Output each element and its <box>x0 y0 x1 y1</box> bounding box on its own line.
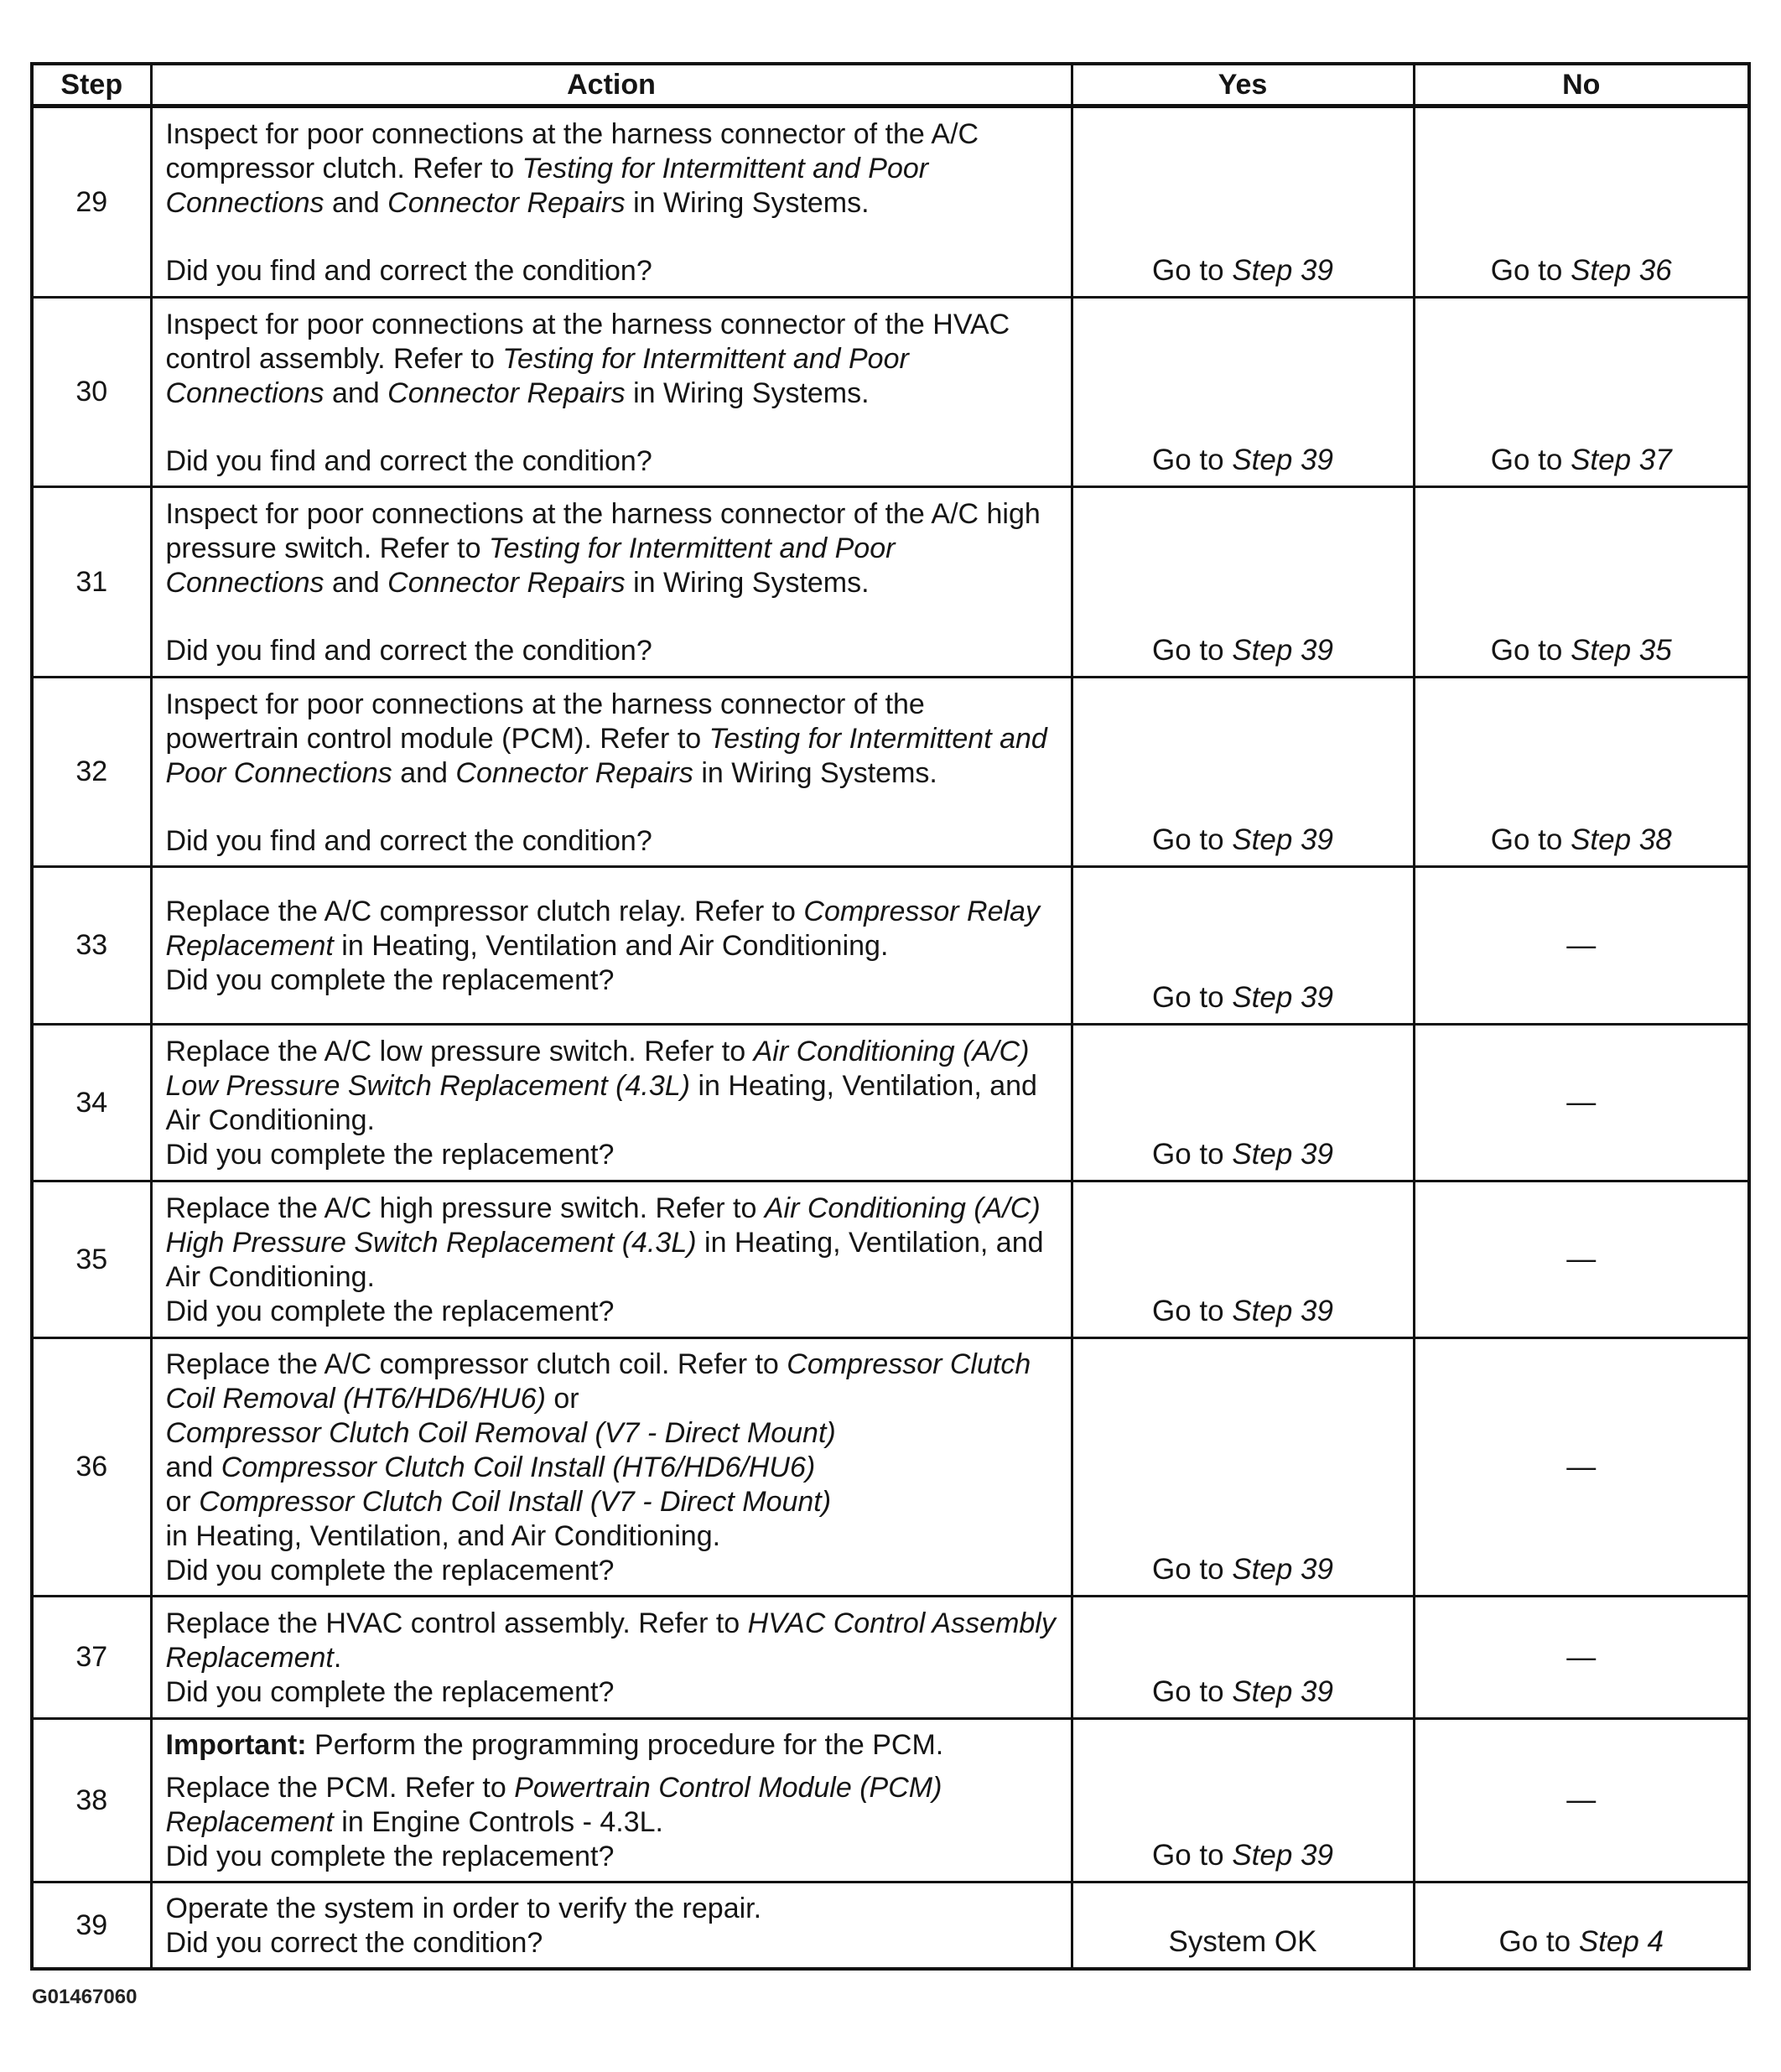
important-label: Important: <box>165 1729 307 1761</box>
table-row <box>32 1597 1749 1719</box>
step-number: 32 <box>32 678 151 867</box>
goto-prefix: Go to <box>1152 634 1233 667</box>
action-paragraph <box>166 1035 1059 1138</box>
yes-result <box>1072 1338 1414 1597</box>
yes-result <box>1072 487 1414 678</box>
action-question: Did you find and correct the condition? <box>165 635 652 667</box>
yes-result <box>1072 1719 1414 1882</box>
action-text <box>166 117 1059 288</box>
action-cell <box>151 1338 1072 1597</box>
action-paragraph <box>166 497 1059 600</box>
no-action-dash: — <box>1566 928 1597 962</box>
reference-link-text: Compressor Clutch Coil Install (HT6/HD6/HU6) <box>221 1451 816 1483</box>
goto-prefix: Go to <box>1498 1925 1579 1958</box>
header-no: No <box>1414 64 1749 106</box>
action-paragraph <box>166 1892 1059 1926</box>
action-text-segment: in Heating, Ventilation and Air Conditioning. <box>333 930 889 962</box>
action-paragraph <box>166 688 1059 791</box>
action-text-segment: Replace the A/C high pressure switch. Refer to <box>165 1192 765 1224</box>
goto-step-target: Step 35 <box>1571 634 1672 667</box>
step-number: 33 <box>32 867 151 1025</box>
goto-prefix: Go to <box>1152 254 1233 287</box>
table-row <box>32 1025 1749 1181</box>
goto-step-target: Step 39 <box>1232 634 1333 667</box>
reference-link-text: Air Conditioning (A/C) High Pressure Switch Replacement (4.3L) <box>165 1192 1041 1259</box>
result-text: System OK <box>1168 1925 1317 1958</box>
action-cell <box>151 106 1072 298</box>
action-text-segment: in Heating, Ventilation, and Air Conditioning. <box>165 1227 1044 1293</box>
goto-prefix: Go to <box>1152 1295 1233 1327</box>
action-text <box>166 1892 1059 1960</box>
figure-id-label: G01467060 <box>32 1986 138 2008</box>
action-text <box>166 895 1059 998</box>
action-text <box>166 1607 1059 1710</box>
goto-prefix: Go to <box>1152 1839 1233 1872</box>
action-question: Did you find and correct the condition? <box>165 824 652 857</box>
no-result <box>1414 298 1749 487</box>
no-action-dash: — <box>1566 1784 1597 1816</box>
no-result <box>1414 1338 1749 1597</box>
goto-step-target: Step 39 <box>1232 1553 1333 1586</box>
step-number: 30 <box>32 298 151 487</box>
step-number: 35 <box>32 1181 151 1338</box>
yes-result <box>1072 867 1414 1025</box>
no-result <box>1414 678 1749 867</box>
header-yes: Yes <box>1072 64 1414 106</box>
action-text <box>166 1728 1059 1874</box>
action-text-segment: and <box>324 187 388 219</box>
table-body <box>32 106 1749 1970</box>
table-header-row <box>32 64 1749 106</box>
no-action-dash: — <box>1566 1086 1597 1119</box>
table-row <box>32 1181 1749 1338</box>
action-text-segment: Inspect for poor connections at the harness connector of the HVAC control assembly. Refer to <box>165 308 1010 375</box>
action-paragraph <box>166 895 1059 963</box>
action-text-segment: and <box>324 567 388 599</box>
no-action-dash: — <box>1566 1450 1597 1483</box>
reference-link-text: Testing for Intermittent and Poor Connections <box>165 722 1047 789</box>
yes-result <box>1072 1882 1414 1970</box>
table-row <box>32 1719 1749 1882</box>
reference-link-text: Connector Repairs <box>455 756 693 789</box>
table-row <box>32 298 1749 487</box>
action-cell <box>151 1181 1072 1338</box>
step-number: 36 <box>32 1338 151 1597</box>
goto-prefix: Go to <box>1490 254 1571 287</box>
no-action-dash: — <box>1566 1640 1597 1674</box>
action-text-segment: in Heating, Ventilation, and Air Conditioning. <box>165 1070 1037 1136</box>
action-text-segment: Replace the A/C compressor clutch coil. Refer to <box>165 1348 787 1380</box>
goto-step-target: Step 36 <box>1571 254 1672 287</box>
goto-step-target: Step 39 <box>1232 1839 1333 1872</box>
action-text-segment: Operate the system in order to verify the repair. <box>165 1893 762 1924</box>
action-cell <box>151 487 1072 678</box>
action-question: Did you complete the replacement? <box>165 1296 615 1327</box>
no-result <box>1414 1025 1749 1181</box>
goto-step-target: Step 39 <box>1232 444 1333 476</box>
no-result <box>1414 1597 1749 1719</box>
yes-result <box>1072 1597 1414 1719</box>
action-text-segment: and <box>324 376 388 409</box>
action-text-segment: Replace the A/C compressor clutch relay. Refer to <box>165 896 804 927</box>
step-number: 38 <box>32 1719 151 1882</box>
action-text-segment: in Wiring Systems. <box>625 567 870 599</box>
reference-link-text: Testing for Intermittent and Poor Connections <box>165 342 909 409</box>
reference-link-text: Connector Repairs <box>387 187 626 219</box>
goto-prefix: Go to <box>1490 823 1571 856</box>
action-text-segment: Inspect for poor connections at the harness connector of the A/C compressor clutch. Refer to <box>165 118 979 184</box>
reference-link-text: Connector Repairs <box>387 567 626 599</box>
goto-prefix: Go to <box>1152 1553 1233 1586</box>
reference-link-text: Compressor Clutch Coil Removal (V7 - Direct Mount) <box>165 1417 836 1449</box>
action-text-segment: in Wiring Systems. <box>625 187 870 219</box>
action-paragraph <box>166 1728 1059 1763</box>
goto-prefix: Go to <box>1490 444 1571 476</box>
no-result <box>1414 1719 1749 1882</box>
action-text-segment: Replace the PCM. Refer to <box>165 1772 515 1804</box>
goto-step-target: Step 39 <box>1232 981 1333 1014</box>
action-text <box>166 688 1059 859</box>
action-question: Did you find and correct the condition? <box>165 255 652 287</box>
goto-step-target: Step 38 <box>1571 823 1672 856</box>
action-text-segment: Inspect for poor connections at the harness connector of the A/C high pressure switch. Refer to <box>165 498 1041 564</box>
goto-prefix: Go to <box>1152 823 1233 856</box>
action-text-segment: or <box>545 1383 579 1415</box>
goto-step-target: Step 39 <box>1232 1138 1333 1171</box>
action-question: Did you complete the replacement? <box>165 1555 615 1586</box>
step-number: 39 <box>32 1882 151 1970</box>
yes-result <box>1072 1181 1414 1338</box>
action-cell <box>151 1025 1072 1181</box>
action-text-segment: or <box>165 1486 200 1518</box>
step-number: 31 <box>32 487 151 678</box>
action-paragraph <box>166 308 1059 411</box>
header-step: Step <box>32 64 151 106</box>
no-result <box>1414 1181 1749 1338</box>
reference-link-text: Testing for Intermittent and Poor Connections <box>165 153 929 219</box>
action-question: Did you complete the replacement? <box>165 1676 615 1708</box>
goto-step-target: Step 37 <box>1571 444 1672 476</box>
table-row <box>32 867 1749 1025</box>
table-row <box>32 678 1749 867</box>
reference-link-text: Compressor Relay Replacement <box>165 896 1040 962</box>
reference-link-text: Testing for Intermittent and Poor Connections <box>165 532 896 599</box>
action-text-segment: in Wiring Systems. <box>625 376 870 409</box>
yes-result <box>1072 678 1414 867</box>
table-row <box>32 487 1749 678</box>
action-text-segment: in Engine Controls - 4.3L. <box>333 1806 663 1838</box>
header-action: Action <box>151 64 1072 106</box>
action-paragraph <box>166 117 1059 221</box>
goto-step-target: Step 39 <box>1232 254 1333 287</box>
no-result <box>1414 487 1749 678</box>
action-text <box>166 308 1059 479</box>
action-question: Did you complete the replacement? <box>165 1139 615 1171</box>
yes-result <box>1072 106 1414 298</box>
action-text <box>166 1348 1059 1588</box>
reference-link-text: Powertrain Control Module (PCM) Replacement <box>165 1772 942 1838</box>
step-number: 34 <box>32 1025 151 1181</box>
action-cell <box>151 1882 1072 1970</box>
action-text-segment: Perform the programming procedure for the PCM. <box>306 1729 944 1761</box>
goto-step-target: Step 4 <box>1578 1925 1664 1958</box>
action-question: Did you complete the replacement? <box>165 1841 615 1872</box>
action-paragraph <box>166 1607 1059 1675</box>
goto-prefix: Go to <box>1152 981 1233 1014</box>
action-cell <box>151 298 1072 487</box>
action-cell <box>151 1719 1072 1882</box>
goto-prefix: Go to <box>1490 634 1571 667</box>
goto-step-target: Step 39 <box>1232 1675 1333 1708</box>
goto-step-target: Step 39 <box>1232 1295 1333 1327</box>
action-question: Did you correct the condition? <box>165 1927 543 1959</box>
action-text-segment: and <box>165 1451 221 1483</box>
action-paragraph <box>166 1192 1059 1295</box>
step-number: 29 <box>32 106 151 298</box>
action-text <box>166 1035 1059 1172</box>
action-paragraph <box>166 1771 1059 1840</box>
action-text <box>166 1192 1059 1329</box>
action-cell <box>151 1597 1072 1719</box>
goto-step-target: Step 39 <box>1232 823 1333 856</box>
action-text <box>166 497 1059 668</box>
yes-result <box>1072 298 1414 487</box>
action-cell <box>151 678 1072 867</box>
reference-link-text: Connector Repairs <box>387 376 626 409</box>
reference-link-text: Compressor Clutch Coil Install (V7 - Direct Mount) <box>199 1486 832 1518</box>
no-result <box>1414 1882 1749 1970</box>
reference-link-text: HVAC Control Assembly Replacement <box>165 1607 1056 1674</box>
action-text-segment: Replace the A/C low pressure switch. Refer to <box>165 1036 754 1067</box>
table-row <box>32 106 1749 298</box>
yes-result <box>1072 1025 1414 1181</box>
goto-prefix: Go to <box>1152 1675 1233 1708</box>
reference-link-text: Compressor Clutch Coil Removal (HT6/HD6/HU6) <box>165 1348 1031 1415</box>
no-action-dash: — <box>1566 1243 1597 1275</box>
action-text-segment: in Heating, Ventilation, and Air Conditioning. <box>165 1520 721 1552</box>
goto-prefix: Go to <box>1152 1138 1233 1171</box>
action-text-segment: . <box>333 1642 342 1674</box>
goto-prefix: Go to <box>1152 444 1233 476</box>
diagnostic-table <box>30 62 1751 1971</box>
no-result <box>1414 867 1749 1025</box>
action-text-segment: in Wiring Systems. <box>693 756 937 789</box>
action-text-segment: Inspect for poor connections at the harness connector of the powertrain control module (PCM). Refer to <box>165 688 925 755</box>
reference-link-text: Air Conditioning (A/C) Low Pressure Switch Replacement (4.3L) <box>165 1036 1030 1102</box>
action-text-segment: Replace the HVAC control assembly. Refer to <box>165 1607 748 1639</box>
action-cell <box>151 867 1072 1025</box>
action-paragraph <box>166 1348 1059 1554</box>
step-number: 37 <box>32 1597 151 1719</box>
action-question: Did you find and correct the condition? <box>165 444 652 477</box>
table-row <box>32 1882 1749 1970</box>
no-result <box>1414 106 1749 298</box>
action-question: Did you complete the replacement? <box>165 964 615 996</box>
table-row <box>32 1338 1749 1597</box>
action-text-segment: and <box>392 756 456 789</box>
